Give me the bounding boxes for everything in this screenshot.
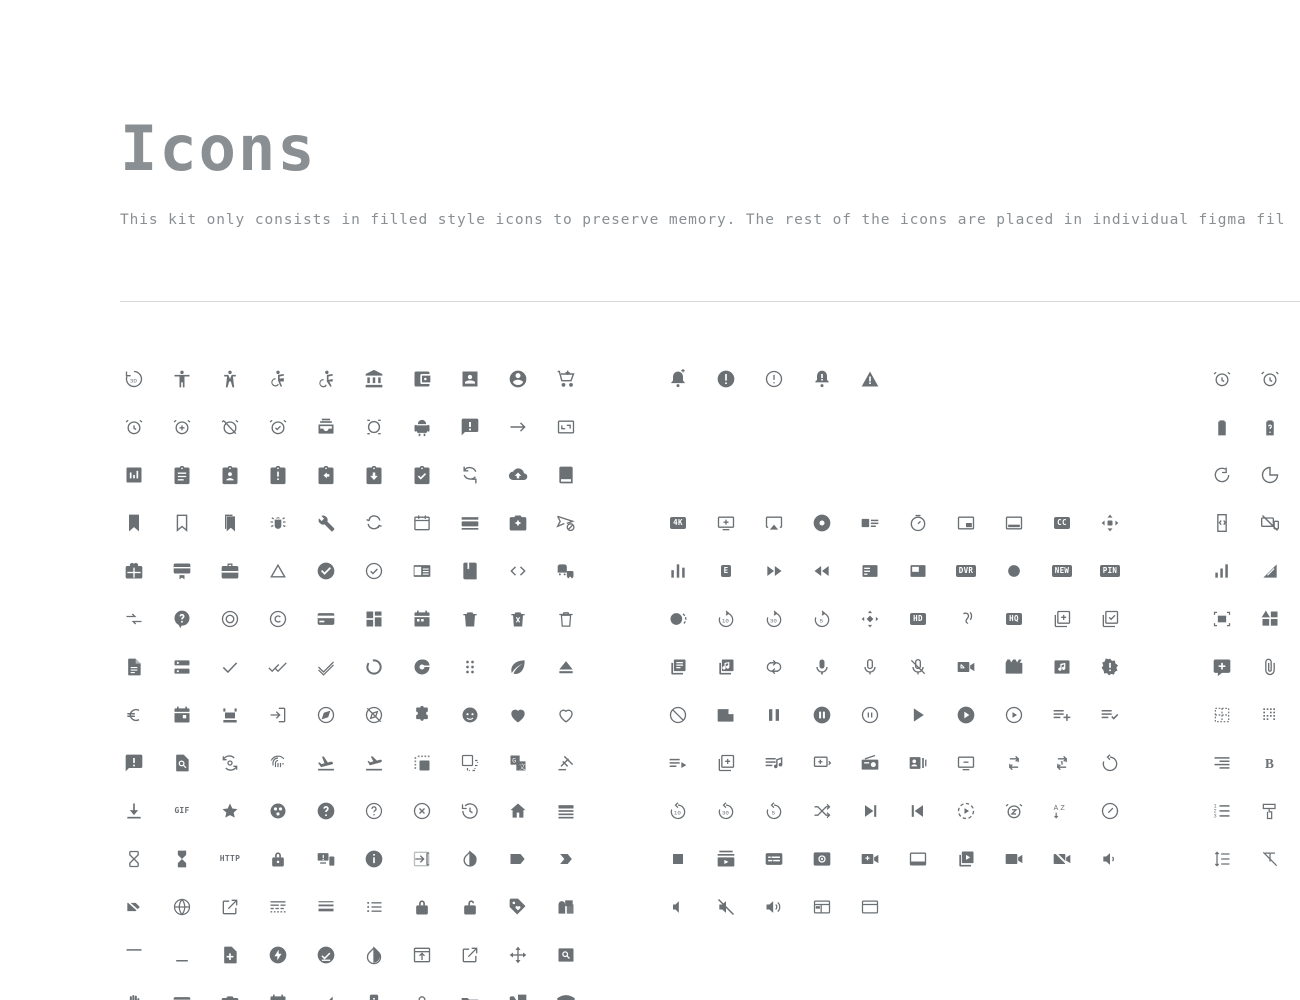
access-alarm-icon[interactable] <box>1198 355 1246 403</box>
surround-sound-icon[interactable] <box>798 835 846 883</box>
volume-down-icon[interactable] <box>1086 835 1134 883</box>
shuffle-icon[interactable] <box>798 787 846 835</box>
label-off-icon[interactable] <box>110 883 158 931</box>
replay-30-icon[interactable] <box>702 787 750 835</box>
page-subtitle: This kit only consists in filled style icons to preserve memory. The rest of the icons are placed in individual figma fil <box>120 212 1286 228</box>
add-shopping-cart-icon[interactable] <box>542 355 590 403</box>
event-icon[interactable] <box>158 691 206 739</box>
error-outline-icon[interactable] <box>750 355 798 403</box>
assignment-turned-in-icon[interactable] <box>398 451 446 499</box>
grade-icon[interactable] <box>206 787 254 835</box>
help-outline-icon[interactable] <box>350 787 398 835</box>
check-circle-outline-icon[interactable] <box>350 547 398 595</box>
svg-text:文: 文 <box>518 762 526 771</box>
home-icon[interactable] <box>494 787 542 835</box>
pause-icon[interactable] <box>750 691 798 739</box>
high-quality-icon[interactable]: HQ <box>990 595 1038 643</box>
pause-circle-outline-icon[interactable] <box>846 691 894 739</box>
account-balance-icon[interactable] <box>350 355 398 403</box>
http-icon[interactable]: HTTP <box>219 854 241 863</box>
euro-symbol-icon[interactable] <box>110 691 158 739</box>
favorite-border-icon[interactable] <box>542 691 590 739</box>
art-track-icon[interactable] <box>846 499 894 547</box>
change-history-icon[interactable] <box>254 547 302 595</box>
3d-rotation-icon[interactable] <box>110 355 158 403</box>
eco-icon[interactable] <box>494 643 542 691</box>
face-icon[interactable] <box>446 691 494 739</box>
not-interested-icon[interactable] <box>654 691 702 739</box>
card-travel-icon[interactable] <box>206 547 254 595</box>
svg-text:30: 30 <box>769 617 777 625</box>
flight-land-icon[interactable] <box>302 739 350 787</box>
web-icon[interactable] <box>798 883 846 931</box>
queue-icon[interactable] <box>702 739 750 787</box>
backup-icon[interactable] <box>494 451 542 499</box>
hourglass-empty-icon[interactable] <box>110 835 158 883</box>
fiber-dvr-icon[interactable]: DVR <box>942 547 990 595</box>
library-music-icon[interactable] <box>702 643 750 691</box>
lock-open-icon[interactable] <box>446 883 494 931</box>
all-out-icon[interactable] <box>350 403 398 451</box>
notification-important-icon[interactable] <box>798 355 846 403</box>
mic-icon[interactable] <box>798 643 846 691</box>
open-in-browser-icon[interactable] <box>398 931 446 979</box>
forward-10-icon[interactable] <box>702 595 750 643</box>
replay-10-icon[interactable] <box>654 787 702 835</box>
bookmark-icon[interactable] <box>110 499 158 547</box>
closed-caption-icon[interactable]: CC <box>1038 499 1086 547</box>
account-balance-wallet-icon[interactable] <box>398 355 446 403</box>
copyright-icon[interactable] <box>206 595 254 643</box>
video-label-icon[interactable] <box>894 835 942 883</box>
info-icon[interactable] <box>350 835 398 883</box>
video-call-icon[interactable] <box>846 835 894 883</box>
control-camera-icon[interactable] <box>1086 499 1134 547</box>
format-line-spacing-icon[interactable] <box>1198 835 1246 883</box>
format-bold-icon[interactable] <box>1246 739 1294 787</box>
date-range-icon[interactable] <box>398 595 446 643</box>
card-giftcard-icon[interactable] <box>110 547 158 595</box>
svg-text:5: 5 <box>819 617 823 625</box>
opacity-icon[interactable] <box>350 931 398 979</box>
signal-cellular-alt-icon[interactable] <box>1246 547 1294 595</box>
skip-previous-icon[interactable] <box>894 787 942 835</box>
developer-mode-icon[interactable] <box>1198 499 1246 547</box>
queue-music-icon[interactable] <box>750 739 798 787</box>
hourglass-full-icon[interactable] <box>158 835 206 883</box>
svg-text:10: 10 <box>721 617 729 625</box>
border-clear-icon[interactable] <box>1246 691 1294 739</box>
devices-off-icon[interactable] <box>1246 499 1294 547</box>
equalizer-icon[interactable] <box>654 547 702 595</box>
markunread-mailbox-icon[interactable] <box>542 883 590 931</box>
subtitles-icon[interactable] <box>750 835 798 883</box>
alarm-on-icon[interactable] <box>254 403 302 451</box>
accessibility-icon[interactable] <box>158 355 206 403</box>
calendar-today-icon[interactable] <box>398 499 446 547</box>
perm-phone-msg-icon[interactable] <box>494 979 542 1000</box>
minimize-icon[interactable] <box>158 931 206 979</box>
commute-icon[interactable] <box>542 547 590 595</box>
history-icon[interactable] <box>446 787 494 835</box>
contact-support-icon[interactable] <box>158 595 206 643</box>
extension-icon[interactable] <box>398 691 446 739</box>
fiber-smart-record-icon[interactable] <box>654 595 702 643</box>
assignment-icon[interactable] <box>158 451 206 499</box>
bookmark-border-icon[interactable] <box>158 499 206 547</box>
brightness-auto-icon[interactable] <box>1198 451 1246 499</box>
svg-text:A: A <box>1053 805 1059 814</box>
done-outline-icon[interactable] <box>302 643 350 691</box>
av-timer-icon[interactable] <box>894 499 942 547</box>
bug-report-icon[interactable] <box>254 499 302 547</box>
cached-icon[interactable] <box>350 499 398 547</box>
open-in-new-icon[interactable] <box>446 931 494 979</box>
assignment-returned-icon[interactable] <box>350 451 398 499</box>
library-add-check-icon[interactable] <box>1086 595 1134 643</box>
svg-text:B: B <box>1265 756 1274 771</box>
featured-play-list-icon[interactable] <box>846 547 894 595</box>
4k-icon[interactable]: 4K <box>654 499 702 547</box>
check-circle-icon[interactable] <box>302 547 350 595</box>
svg-text:30: 30 <box>721 809 729 817</box>
svg-text:3: 3 <box>1213 813 1217 820</box>
call-to-action-icon[interactable] <box>990 499 1038 547</box>
dns-icon[interactable] <box>158 643 206 691</box>
event-seat-icon[interactable] <box>206 691 254 739</box>
done-icon[interactable] <box>206 643 254 691</box>
fiber-pin-icon[interactable]: PIN <box>1086 547 1134 595</box>
svg-text:1: 1 <box>1213 803 1217 810</box>
chrome-reader-mode-icon[interactable] <box>398 547 446 595</box>
border-all-icon[interactable] <box>1198 691 1246 739</box>
group-work-icon[interactable] <box>254 787 302 835</box>
accessibility-new-icon[interactable] <box>206 355 254 403</box>
assessment-icon[interactable] <box>110 451 158 499</box>
flip-to-front-icon[interactable] <box>446 739 494 787</box>
build-icon[interactable] <box>302 499 350 547</box>
data-usage-icon[interactable] <box>1246 451 1294 499</box>
donut-small-icon[interactable] <box>398 643 446 691</box>
perm-camera-mic-icon[interactable] <box>206 979 254 1000</box>
format-paint-icon[interactable] <box>1246 787 1294 835</box>
lock-icon[interactable] <box>398 883 446 931</box>
missed-video-call-icon[interactable] <box>942 643 990 691</box>
highlight-off-icon[interactable] <box>398 787 446 835</box>
repeat-icon[interactable] <box>990 739 1038 787</box>
account-circle-icon[interactable] <box>494 355 542 403</box>
skip-next-icon[interactable] <box>846 787 894 835</box>
dashboard-icon[interactable] <box>350 595 398 643</box>
play-circle-outline-icon[interactable] <box>990 691 1038 739</box>
recent-actors-icon[interactable] <box>894 739 942 787</box>
feedback-icon[interactable] <box>110 739 158 787</box>
volume-mute-icon[interactable] <box>654 883 702 931</box>
fiber-manual-record-icon[interactable] <box>990 547 1038 595</box>
add-to-queue-icon[interactable] <box>702 499 750 547</box>
copyright-circle-icon[interactable] <box>254 595 302 643</box>
library-add-icon[interactable] <box>1038 595 1086 643</box>
mic-none-icon[interactable] <box>846 643 894 691</box>
icon-grid-device-editor <box>1198 355 1294 883</box>
slow-motion-video-icon[interactable] <box>942 787 990 835</box>
snooze-icon[interactable] <box>990 787 1038 835</box>
important-devices-icon[interactable] <box>302 835 350 883</box>
perm-identity-icon[interactable] <box>398 979 446 1000</box>
play-arrow-icon[interactable] <box>894 691 942 739</box>
delete-outline-icon[interactable] <box>542 595 590 643</box>
volume-off-icon[interactable] <box>702 883 750 931</box>
wallpaper-icon[interactable] <box>1198 595 1246 643</box>
card-membership-icon[interactable] <box>158 547 206 595</box>
svg-text:5: 5 <box>771 809 775 817</box>
description-icon[interactable] <box>110 643 158 691</box>
cancel-schedule-send-icon[interactable] <box>542 499 590 547</box>
horizontal-split-icon[interactable] <box>542 787 590 835</box>
svg-text:10: 10 <box>673 809 681 817</box>
web-asset-icon[interactable] <box>846 883 894 931</box>
assignment-return-icon[interactable] <box>302 451 350 499</box>
page-header <box>0 0 1300 228</box>
line-style-icon[interactable] <box>254 883 302 931</box>
subscriptions-icon[interactable] <box>702 835 750 883</box>
get-app-icon[interactable] <box>110 787 158 835</box>
camera-enhance-icon[interactable] <box>494 499 542 547</box>
loyalty-icon[interactable] <box>494 883 542 931</box>
favorite-icon[interactable] <box>494 691 542 739</box>
play-circle-filled-icon[interactable] <box>942 691 990 739</box>
alarm-add-icon[interactable] <box>158 403 206 451</box>
svg-text:G: G <box>512 756 517 765</box>
add-alert-icon[interactable] <box>654 355 702 403</box>
games-icon[interactable] <box>846 595 894 643</box>
gif-icon[interactable]: GIF <box>174 806 190 815</box>
list-icon[interactable] <box>350 883 398 931</box>
announcement-icon[interactable] <box>446 403 494 451</box>
replay-5-icon[interactable] <box>750 787 798 835</box>
accessible-icon[interactable] <box>254 355 302 403</box>
accessible-forward-icon[interactable] <box>302 355 350 403</box>
class-icon[interactable] <box>446 547 494 595</box>
perm-device-information-icon[interactable] <box>350 979 398 1000</box>
svg-text:3D: 3D <box>129 377 137 385</box>
forward-5-icon[interactable] <box>798 595 846 643</box>
eject-icon[interactable] <box>542 643 590 691</box>
remove-from-queue-icon[interactable] <box>942 739 990 787</box>
format-align-right-icon[interactable] <box>1198 739 1246 787</box>
account-box-icon[interactable] <box>446 355 494 403</box>
videocam-icon[interactable] <box>990 835 1038 883</box>
repeat-one-icon[interactable] <box>1038 739 1086 787</box>
assignment-late-icon[interactable] <box>254 451 302 499</box>
volume-up-icon[interactable] <box>750 883 798 931</box>
stop-icon[interactable] <box>654 835 702 883</box>
flight-takeoff-icon[interactable] <box>350 739 398 787</box>
fast-rewind-icon[interactable] <box>798 547 846 595</box>
pageview-icon[interactable] <box>542 931 590 979</box>
playlist-play-icon[interactable] <box>654 739 702 787</box>
library-books-icon[interactable] <box>654 643 702 691</box>
delete-forever-icon[interactable] <box>494 595 542 643</box>
warning-icon[interactable] <box>846 355 894 403</box>
delete-icon[interactable] <box>446 595 494 643</box>
loop-icon[interactable] <box>750 643 798 691</box>
g-translate-icon[interactable] <box>494 739 542 787</box>
book-icon[interactable] <box>542 451 590 499</box>
radio-icon[interactable] <box>846 739 894 787</box>
forward-30-icon[interactable] <box>750 595 798 643</box>
calendar-view-day-icon[interactable] <box>446 499 494 547</box>
alarm-off-icon[interactable] <box>206 403 254 451</box>
hearing-icon[interactable] <box>942 595 990 643</box>
icon-grid-action <box>110 355 590 1000</box>
gavel-icon[interactable] <box>542 739 590 787</box>
battery-unknown-icon[interactable] <box>1246 403 1294 451</box>
branding-watermark-icon[interactable] <box>942 499 990 547</box>
pan-tool-icon[interactable] <box>110 979 158 1000</box>
perm-contact-calendar-icon[interactable] <box>254 979 302 1000</box>
fast-forward-icon[interactable] <box>750 547 798 595</box>
offline-pin-icon[interactable] <box>302 931 350 979</box>
svg-text:2: 2 <box>1213 808 1217 815</box>
access-alarms-icon[interactable] <box>1246 355 1294 403</box>
credit-card-icon[interactable] <box>302 595 350 643</box>
explore-off-icon[interactable] <box>350 691 398 739</box>
format-clear-icon[interactable] <box>1246 835 1294 883</box>
speed-icon[interactable] <box>1086 787 1134 835</box>
hd-icon[interactable]: HD <box>894 595 942 643</box>
help-icon[interactable] <box>302 787 350 835</box>
android-icon[interactable] <box>398 403 446 451</box>
label-important-icon[interactable] <box>542 835 590 883</box>
movie-icon[interactable] <box>990 643 1038 691</box>
exit-to-app-icon[interactable] <box>254 691 302 739</box>
fingerprint-icon[interactable] <box>254 739 302 787</box>
playlist-add-check-icon[interactable] <box>1086 691 1134 739</box>
perm-scan-wifi-icon[interactable] <box>542 979 590 1000</box>
note-add-icon[interactable] <box>206 931 254 979</box>
fiber-new-icon[interactable]: NEW <box>1038 547 1086 595</box>
assignment-ind-icon[interactable] <box>206 451 254 499</box>
sort-by-alpha-icon[interactable] <box>1038 787 1086 835</box>
open-with-icon[interactable] <box>494 931 542 979</box>
find-in-page-icon[interactable] <box>158 739 206 787</box>
flip-to-back-icon[interactable] <box>398 739 446 787</box>
maximize-icon[interactable] <box>110 931 158 979</box>
alarm-icon[interactable] <box>110 403 158 451</box>
album-icon[interactable] <box>798 499 846 547</box>
arrow-right-alt-icon[interactable] <box>494 403 542 451</box>
add-comment-icon[interactable] <box>1198 643 1246 691</box>
explicit-icon[interactable]: E <box>702 547 750 595</box>
featured-video-icon[interactable] <box>894 547 942 595</box>
all-inbox-icon[interactable] <box>302 403 350 451</box>
https-icon[interactable] <box>254 835 302 883</box>
drag-indicator-icon[interactable] <box>446 643 494 691</box>
video-library-icon[interactable] <box>942 835 990 883</box>
replay-icon[interactable] <box>1086 739 1134 787</box>
widgets-icon[interactable] <box>1246 595 1294 643</box>
note-icon[interactable] <box>702 691 750 739</box>
donut-large-icon[interactable] <box>350 643 398 691</box>
find-replace-icon[interactable] <box>206 739 254 787</box>
perm-media-icon[interactable] <box>446 979 494 1000</box>
videocam-off-icon[interactable] <box>1038 835 1086 883</box>
offline-bolt-icon[interactable] <box>254 931 302 979</box>
music-video-icon[interactable] <box>1038 643 1086 691</box>
label-icon[interactable] <box>494 835 542 883</box>
playlist-add-icon[interactable] <box>1038 691 1086 739</box>
perm-data-setting-icon[interactable] <box>302 979 350 1000</box>
battery-full-icon[interactable] <box>1198 403 1246 451</box>
header-divider <box>120 301 1300 302</box>
language-icon[interactable] <box>158 883 206 931</box>
queue-play-next-icon[interactable] <box>798 739 846 787</box>
airplay-icon[interactable] <box>750 499 798 547</box>
new-releases-icon[interactable] <box>1086 643 1134 691</box>
input-icon[interactable] <box>398 835 446 883</box>
line-weight-icon[interactable] <box>302 883 350 931</box>
explore-icon[interactable] <box>302 691 350 739</box>
attach-file-icon[interactable] <box>1246 643 1294 691</box>
autorenew-icon[interactable] <box>446 451 494 499</box>
code-icon[interactable] <box>494 547 542 595</box>
format-list-numbered-icon[interactable] <box>1198 787 1246 835</box>
aspect-ratio-icon[interactable] <box>542 403 590 451</box>
invert-colors-icon[interactable] <box>446 835 494 883</box>
payment-icon[interactable] <box>158 979 206 1000</box>
bookmarks-icon[interactable] <box>206 499 254 547</box>
done-all-icon[interactable] <box>254 643 302 691</box>
signal-cellular-bar-icon[interactable] <box>1198 547 1246 595</box>
svg-text:Z: Z <box>1060 805 1065 814</box>
page-title: Icons <box>120 112 317 185</box>
pause-circle-filled-icon[interactable] <box>798 691 846 739</box>
mic-off-icon[interactable] <box>894 643 942 691</box>
compare-arrows-icon[interactable] <box>110 595 158 643</box>
icon-grid-alert-av <box>654 355 1134 931</box>
error-icon[interactable] <box>702 355 750 403</box>
launch-icon[interactable] <box>206 883 254 931</box>
